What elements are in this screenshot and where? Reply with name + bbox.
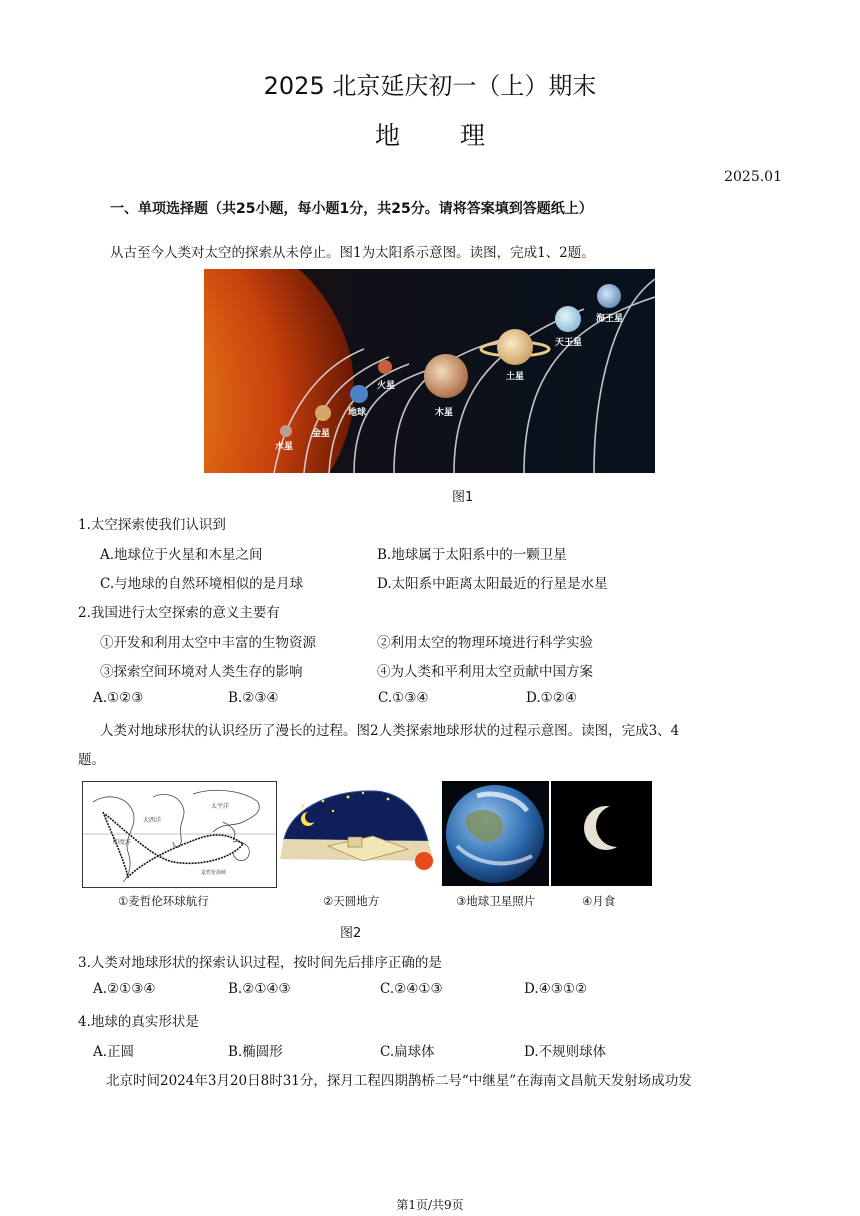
q3-option-b: B.②①④③ (228, 981, 291, 997)
magellan-map-panel (82, 781, 277, 888)
planet-label: 天王星 (555, 338, 583, 348)
q3-option-a: A.②①③④ (93, 981, 156, 997)
map-label: 麦哲伦海峡 (201, 870, 227, 876)
q3-option-d: D.④③①② (524, 981, 588, 997)
q2-item-4: ④为人类和平利用太空贡献中国方案 (377, 664, 593, 680)
planet-label: 水星 (275, 442, 294, 452)
intro-paragraph-1: 从古至今人类对太空的探索从未停止。图1为太阳系示意图。读图，完成1、2题。 (110, 245, 595, 261)
exam-date: 2025.01 (724, 169, 782, 185)
mercury-planet (280, 425, 292, 437)
q1-option-c: C.与地球的自然环境相似的是月球 (100, 576, 304, 592)
q2-item-1: ①开发和利用太空中丰富的生物资源 (100, 635, 316, 651)
q2-option-b: B.②③④ (228, 690, 279, 706)
q2-option-d: D.①②④ (526, 690, 577, 706)
figure2-panel-label: ④月食 (582, 894, 616, 908)
figure2-panel-label: ③地球卫星照片 (456, 894, 536, 908)
q4-option-d: D.不规则球体 (524, 1044, 607, 1060)
planet-label: 金星 (312, 429, 331, 439)
q1-option-b: B.地球属于太阳系中的一颗卫星 (377, 547, 567, 563)
planet-label: 火星 (377, 381, 396, 391)
q1-option-d: D.太阳系中距离太阳最近的行星是水星 (377, 576, 608, 592)
q2-item-3: ③探索空间环境对人类生存的影响 (100, 664, 303, 680)
figure1-caption: 图1 (452, 490, 474, 505)
venus-planet (315, 405, 331, 421)
q4-option-a: A.正圆 (93, 1044, 135, 1060)
map-label: 印度洋 (113, 839, 132, 846)
solar-system-illustration (204, 269, 655, 473)
planet-label: 海王星 (596, 314, 624, 324)
subject-title: 地理 (374, 121, 545, 150)
intro-paragraph-3: 北京时间2024年3月20日8时31分，探月工程四期鹊桥二号“中继星”在海南文昌航天发射场成功发 (106, 1073, 692, 1089)
q2-item-2: ②利用太空的物理环境进行科学实验 (377, 635, 593, 651)
q2-stem: 2.我国进行太空探索的意义主要有 (78, 605, 280, 621)
lunar-eclipse-image (551, 781, 652, 886)
q3-stem: 3.人类对地球形状的探索认识过程，按时间先后排序正确的是 (78, 955, 442, 971)
figure2-panel-label: ②天圆地方 (323, 894, 380, 908)
q2-option-c: C.①③④ (378, 690, 429, 706)
q1-stem: 1.太空探索使我们认识到 (78, 517, 226, 533)
mars-planet (378, 360, 392, 374)
lunar-eclipse-panel (551, 781, 652, 886)
jupiter-planet (424, 354, 468, 398)
saturn-planet (497, 329, 533, 365)
map-label: 大西洋 (143, 817, 162, 824)
tianyuan-difang-illustration (278, 781, 435, 886)
q4-stem: 4.地球的真实形状是 (78, 1014, 199, 1030)
q3-option-c: C.②④①③ (380, 981, 443, 997)
exam-title: 2025 北京延庆初一（上）期末 (263, 72, 597, 100)
planet-label: 土星 (506, 372, 525, 382)
earth-satellite-image (442, 781, 549, 886)
map-label: 太平洋 (211, 803, 230, 810)
intro-paragraph-2-line1: 人类对地球形状的认识经历了漫长的过程。图2人类探索地球形状的过程示意图。读图，完成3、4 (100, 723, 680, 739)
figure2-panel-label: ①麦哲伦环球航行 (118, 894, 209, 908)
planet-label: 地球 (348, 408, 367, 418)
earth-planet (350, 385, 368, 403)
q4-option-c: C.扁球体 (380, 1044, 435, 1060)
solar-system-figure (204, 269, 655, 473)
neptune-planet (597, 284, 621, 308)
page-footer: 第1页/共9页 (396, 1198, 464, 1212)
uranus-planet (555, 306, 581, 332)
q1-option-a: A.地球位于火星和木星之间 (100, 547, 263, 563)
magellan-route-map (83, 782, 276, 887)
intro-paragraph-2-line2: 题。 (78, 752, 105, 768)
q4-option-b: B.椭圆形 (228, 1044, 283, 1060)
planet-label: 木星 (435, 408, 454, 418)
earth-photo-panel (442, 781, 549, 886)
tianyuan-difang-panel (278, 781, 435, 886)
section-heading: 一、单项选择题（共25小题，每小题1分，共25分。请将答案填到答题纸上） (110, 201, 593, 217)
q2-option-a: A.①②③ (93, 690, 144, 706)
figure2-caption: 图2 (340, 926, 362, 941)
